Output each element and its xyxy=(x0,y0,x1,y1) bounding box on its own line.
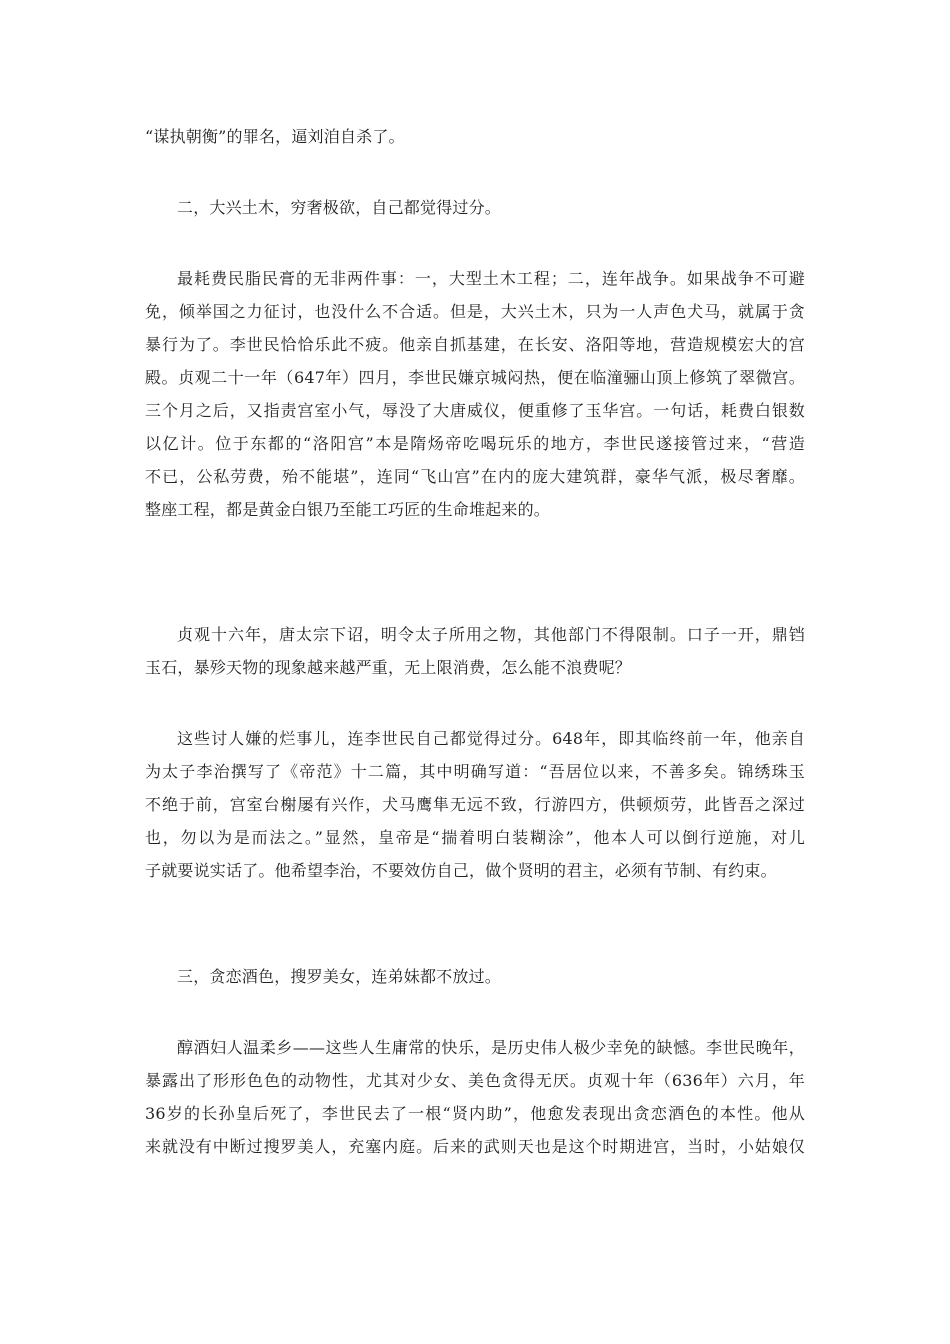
text-line: 也，勿以为是而法之。”显然，皇帝是“揣着明白装糊涂”，他本人可以倒行逆施，对儿 xyxy=(145,828,805,847)
text-line: 整座工程，都是黄金白银乃至能工巧匠的生命堆起来的。 xyxy=(145,500,551,519)
paragraph-prince-spending xyxy=(145,618,805,684)
text-line: 暴露出了形形色色的动物性，尤其对少女、美色贪得无厌。贞观十年（636年）六月，年 xyxy=(145,1071,805,1090)
text-line: 这些讨人嫌的烂事儿，连李世民自己都觉得过分。648年，即其临终前一年，他亲自 xyxy=(177,729,805,748)
text-line: 为太子李治撰写了《帝范》十二篇，其中明确写道：“吾居位以来，不善多矣。锦绣珠玉 xyxy=(145,762,805,781)
paragraph-di-fan xyxy=(145,722,805,887)
text-line: 来就没有中断过搜罗美人，充塞内庭。后来的武则天也是这个时期进宫，当时，小姑娘仅 xyxy=(145,1137,805,1156)
paragraph-construction xyxy=(145,262,805,526)
text-line: 不绝于前，宫室台榭屡有兴作，犬马鹰隼无远不致，行游四方，供顿烦劳，此皆吾之深过 xyxy=(145,795,805,814)
text-line: 殿。贞观二十一年（647年）四月，李世民嫌京城闷热，便在临潼骊山顶上修筑了翠微宫。 xyxy=(145,368,805,387)
section-heading-2 xyxy=(145,191,805,224)
text-line: 三个月之后，又指责宫室小气，辱没了大唐威仪，便重修了玉华宫。一句话，耗费白银数 xyxy=(145,401,805,420)
text-line: 二，大兴土木，穷奢极欲，自己都觉得过分。 xyxy=(177,198,502,217)
text-line: 三，贪恋酒色，搜罗美女，连弟妹都不放过。 xyxy=(177,967,502,986)
text-line: 36岁的长孙皇后死了，李世民去了一根“贤内助”，他愈发表现出贪恋酒色的本性。他从 xyxy=(145,1104,805,1123)
text-line: 不已，公私劳费，殆不能堪”，连同“飞山宫”在内的庞大建筑群，豪华气派，极尽奢靡。 xyxy=(145,467,805,486)
paragraph-wine-women xyxy=(145,1031,805,1163)
text-line: 暴行为了。李世民恰恰乐此不疲。他亲自抓基建，在长安、洛阳等地，营造规模宏大的宫 xyxy=(145,335,805,354)
text-line: 玉石，暴殄天物的现象越来越严重，无上限消费，怎么能不浪费呢？ xyxy=(145,658,632,677)
section-heading-3 xyxy=(145,960,805,993)
text-line: 贞观十六年，唐太宗下诏，明令太子所用之物，其他部门不得限制。口子一开，鼎铛 xyxy=(177,625,805,644)
text-line: 免，倾举国之力征讨，也没什么不合适。但是，大兴土木，只为一人声色犬马，就属于贪 xyxy=(145,302,805,321)
paragraph-continuation xyxy=(145,120,805,153)
text-line: 最耗费民脂民膏的无非两件事：一，大型土木工程；二，连年战争。如果战争不可避 xyxy=(177,269,805,288)
text-line: 以亿计。位于东都的“洛阳宫”本是隋炀帝吃喝玩乐的地方，李世民遂接管过来，“营造 xyxy=(145,434,805,453)
text-line: 醇酒妇人温柔乡——这些人生庸常的快乐，是历史伟人极少幸免的缺憾。李世民晚年， xyxy=(177,1038,805,1057)
text-line: “谋执朝衡”的罪名，逼刘洎自杀了。 xyxy=(145,127,405,146)
text-line: 子就要说实话了。他希望李治，不要效仿自己，做个贤明的君主，必须有节制、有约束。 xyxy=(145,861,777,880)
